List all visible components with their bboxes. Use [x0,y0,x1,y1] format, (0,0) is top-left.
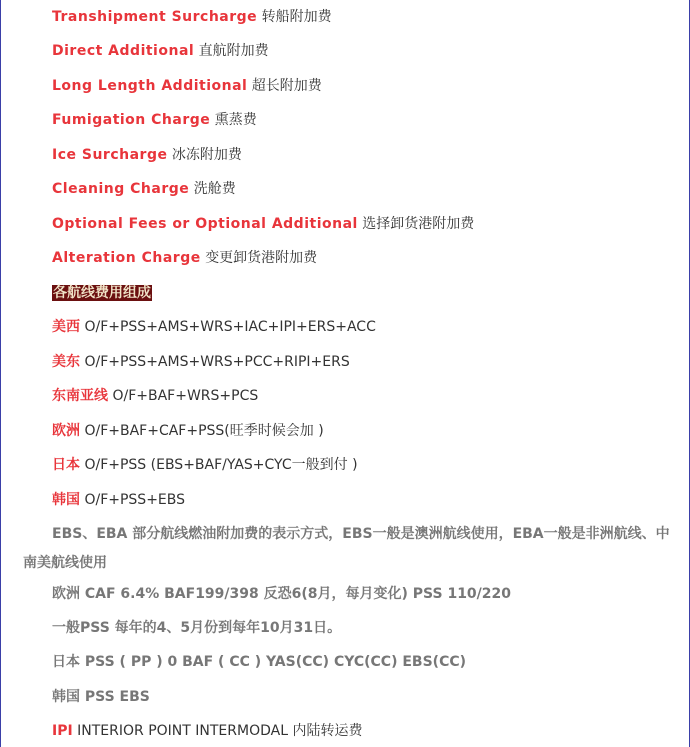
surcharge-item [52,7,675,27]
europe-note: 欧洲 CAF 6.4% BAF199/398 反恐6(8月，每月变化) PSS 110/220 [52,586,512,602]
surcharge-item [52,214,675,234]
route-label: 日本 [52,457,80,473]
surcharge-definition: 洗舱费 [193,181,236,197]
surcharge-term: Cleaning Charge [52,181,190,197]
section-heading-row [52,283,675,303]
korea-note: 韩国 PSS EBS [52,689,150,705]
ipi-term: IPI [52,723,73,739]
section-heading: 各航线费用组成 [53,285,151,301]
japan-note: 日本 PSS ( PP ) 0 BAF ( CC ) YAS(CC) CYC(CC) EBS(CC) [52,654,467,670]
route-formula: O/F+BAF+CAF+PSS(旺季时候会加 ) [84,423,324,439]
surcharge-item [52,145,675,165]
ipi-item [52,721,675,741]
route-formula: O/F+BAF+WRS+PCS [112,388,259,404]
surcharge-term: Ice Surcharge [52,147,168,163]
surcharge-item [52,248,675,268]
surcharge-term: Fumigation Charge [52,112,211,128]
surcharge-definition: 熏蒸费 [214,112,257,128]
surcharge-term: Long Length Additional [52,78,248,94]
route-item [52,421,675,441]
surcharge-definition: 转船附加费 [261,9,332,25]
surcharge-definition: 选择卸货港附加费 [362,216,475,232]
surcharge-item [52,41,675,61]
route-label: 韩国 [52,492,80,508]
ebs-eba-note: EBS、EBA 部分航线燃油附加费的表示方式，EBS一般是澳洲航线使用，EBA一般是非洲航线、中南美航线使用 [23,526,670,571]
route-formula: O/F+PSS+AMS+WRS+PCC+RIPI+ERS [84,354,350,370]
route-label: 东南亚线 [52,388,108,404]
route-label: 欧洲 [52,423,80,439]
ipi-english: INTERIOR POINT INTERMODAL [77,723,288,739]
surcharge-item [52,76,675,96]
route-item [52,490,675,510]
route-formula: O/F+PSS+AMS+WRS+IAC+IPI+ERS+ACC [84,319,376,335]
surcharge-item [52,110,675,130]
route-formula: O/F+PSS (EBS+BAF/YAS+CYC一般到付 ) [84,457,358,473]
ipi-chinese: 内陆转运费 [292,723,363,739]
pss-note: 一般PSS 每年的4、5月份到每年10月31日。 [52,620,342,636]
surcharge-term: Direct Additional [52,43,195,59]
route-label: 美西 [52,319,80,335]
route-formula: O/F+PSS+EBS [84,492,186,508]
surcharge-term: Transhipment Surcharge [52,9,258,25]
surcharge-item [52,179,675,199]
surcharge-definition: 超长附加费 [251,78,322,94]
route-label: 美东 [52,354,80,370]
route-item [52,352,675,372]
surcharge-definition: 直航附加费 [198,43,269,59]
route-item [52,455,675,475]
route-item [52,317,675,337]
surcharge-term: Alteration Charge [52,250,201,266]
route-item [52,386,675,406]
surcharge-definition: 变更卸货港附加费 [205,250,318,266]
surcharge-definition: 冰冻附加费 [171,147,242,163]
surcharge-term: Optional Fees or Optional Additional [52,216,358,232]
